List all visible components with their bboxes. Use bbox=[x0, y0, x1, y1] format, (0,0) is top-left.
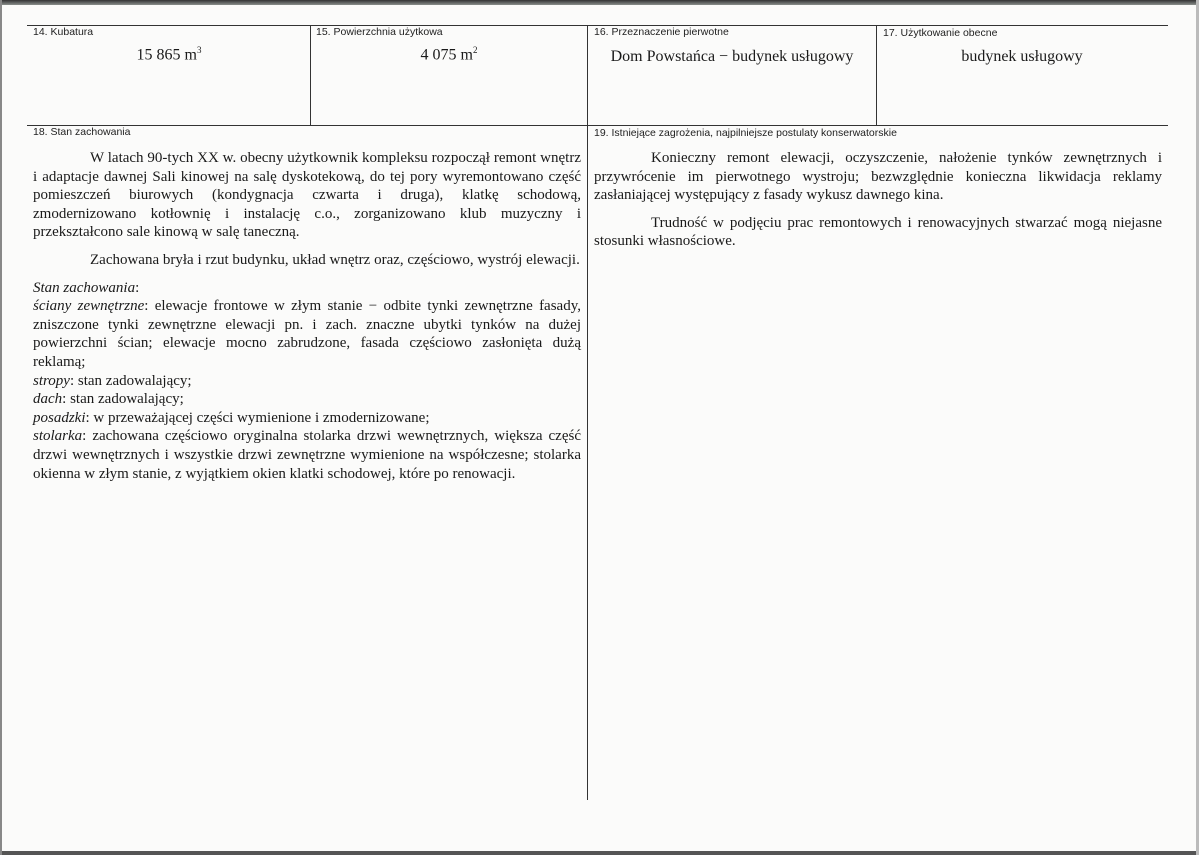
scan-edge-bottom bbox=[0, 851, 1199, 855]
unit-exponent: 2 bbox=[472, 45, 478, 55]
state-item-text: : elewacje frontowe w złym stanie − odbite tynki zewnętrzne fasady, zniszczone tynki zewnętrzne elewacji pn. i zach. znaczne ubytki tynków na dużej powierzchni ścian; elewacje mocno zabrudzone, fasada częściowo zasłonięta dużą reklamą; bbox=[33, 298, 581, 370]
state-item-term: dach bbox=[33, 391, 63, 408]
state-item-text: : w przeważającej części wymienione i zmodernizowane; bbox=[85, 409, 430, 426]
state-item bbox=[33, 390, 581, 409]
state-item-term: posadzki bbox=[33, 409, 86, 426]
column-divider-1 bbox=[310, 25, 311, 125]
state-item-text: : zachowana częściowo oryginalna stolarka drzwi wewnętrznych, większa część drzwi wewnętrznych i wszystkie drzwi zewnętrzne wymienione na współczesne; stolarka okienna w złym stanie, z wyjątkiem okien klatki schodowej, które po renowacji. bbox=[33, 428, 581, 482]
field-16-label: 16. Przeznaczenie pierwotne bbox=[594, 26, 729, 38]
field-18-label: 18. Stan zachowania bbox=[33, 126, 131, 138]
state-item-term: stropy bbox=[33, 372, 70, 389]
field-15-label: 15. Powierzchnia użytkowa bbox=[316, 26, 443, 38]
field-18-body bbox=[33, 149, 581, 483]
field-19-label: 19. Istniejące zagrożenia, najpilniejsze postulaty konserwatorskie bbox=[594, 127, 897, 139]
field-15-value bbox=[311, 45, 587, 64]
paragraph: W latach 90-tych XX w. obecny użytkownik kompleksu rozpoczął remont wnętrz i adaptacje dawnej Sali kinowej na salę dyskotekową, do tej pory wyremontowano część pomieszczeń biurowych (kondygnacja czwarta i druga), klatkę schodową, zmodernizowano kotłownię i instalację c.o., zorganizowano klub muzyczny i przekształcono sale kinową w salę taneczną. bbox=[33, 150, 581, 241]
paragraph: Konieczny remont elewacji, oczyszczenie, nałożenie tynków zewnętrznych i przywrócenie im pierwotnego wystroju; bezwzględnie konieczna likwidacja reklamy zasłaniającej występujący z fasady wykusz dawnego kina. bbox=[594, 150, 1162, 204]
field-14-value bbox=[28, 45, 310, 64]
area-value: 4 075 m bbox=[420, 46, 473, 64]
paragraph: Trudność w podjęciu prac remontowych i renowacyjnych stwarzać mogą niejasne stosunki własnościowe. bbox=[594, 214, 1162, 250]
row-divider bbox=[27, 125, 1168, 126]
kubatura-value: 15 865 m bbox=[136, 46, 197, 64]
state-heading-line: Stan zachowania: bbox=[33, 279, 140, 296]
column-divider-2 bbox=[587, 25, 588, 800]
state-heading: Stan zachowania bbox=[33, 279, 136, 296]
state-item bbox=[33, 297, 581, 371]
state-item bbox=[33, 409, 581, 428]
field-17-label: 17. Użytkowanie obecne bbox=[883, 27, 998, 39]
scan-edge-top bbox=[0, 0, 1199, 5]
field-17-value: budynek usługowy bbox=[961, 48, 1083, 65]
column-divider-3 bbox=[876, 25, 877, 125]
state-item-text: : stan zadowalający; bbox=[69, 372, 192, 389]
field-14-label: 14. Kubatura bbox=[33, 26, 94, 38]
unit-exponent: 3 bbox=[196, 45, 202, 55]
state-item-term: ściany zewnętrzne bbox=[33, 298, 145, 315]
state-item bbox=[33, 372, 581, 391]
state-item bbox=[33, 427, 581, 483]
scan-edge-left bbox=[0, 0, 2, 855]
paragraph: Zachowana bryła i rzut budynku, układ wnętrz oraz, częściowo, wystrój elewacji. bbox=[90, 251, 580, 268]
state-item-text: : stan zadowalający; bbox=[62, 391, 184, 408]
field-16-value: Dom Powstańca − budynek usługowy bbox=[610, 48, 854, 65]
state-item-term: stolarka bbox=[33, 428, 83, 445]
field-19-body bbox=[594, 149, 1162, 260]
